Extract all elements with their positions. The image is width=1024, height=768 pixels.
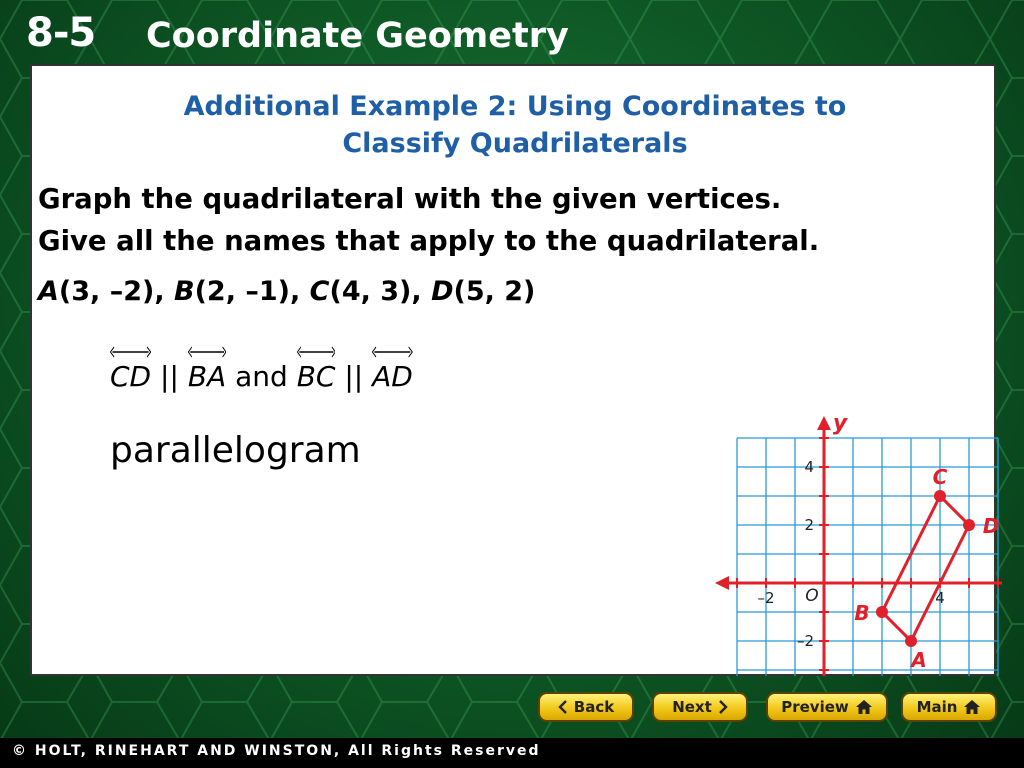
graph-grid [737,438,998,676]
example-title-line1: Additional Example 2: Using Coordinates to [183,91,847,122]
line-arrow-icon [372,346,413,358]
vertex-a-name: A [38,276,59,307]
vertex-label-a: A [911,648,927,672]
vertex-b-name: B [173,276,195,307]
line-ba-label: BA [187,360,227,393]
x-axis-arrow-left [715,576,729,590]
quadrilateral [882,496,969,641]
line-arrow-icon [188,346,226,358]
vertex-d-coords: (5, 2) [453,276,536,307]
back-button[interactable] [538,692,634,722]
lesson-number: 8-5 [26,10,96,56]
preview-button[interactable] [766,692,888,722]
vertex-label-c: C [932,465,948,489]
vertex-d-name: D [431,276,454,307]
conclusion-text: parallelogram [110,430,361,471]
connector-word: and [235,360,288,393]
axis-ticks [737,438,998,676]
main-button[interactable] [901,692,997,722]
instruction-line2: Give all the names that apply to the quadrilateral. [38,225,820,257]
line-cd [110,360,151,393]
next-button-label: Next [672,698,712,716]
y-axis-arrow-up [817,416,831,430]
vertex-point-d [963,519,975,531]
coordinate-graph [682,336,1002,676]
vertex-c-name: C [309,276,330,307]
home-icon [963,699,981,715]
example-title [32,88,998,162]
vertex-point-b [876,606,888,618]
y-tick-label: 2 [804,516,814,534]
slide-content-panel [30,64,1000,676]
footer-bar [0,738,1024,768]
copyright-text: © HOLT, RINEHART AND WINSTON, All Rights Reserved [12,743,541,759]
chevron-right-icon [718,700,728,714]
vertex-a-coords: (3, –2), [58,276,165,307]
chevron-left-icon [558,700,568,714]
line-bc-label: BC [296,360,336,393]
vertex-point-c [934,490,946,502]
y-tick-label: –2 [796,632,814,650]
instructions [38,178,998,262]
line-bc [297,360,336,393]
line-cd-label: CD [110,360,152,393]
preview-button-label: Preview [781,698,849,716]
line-ba [188,360,226,393]
vertex-list [38,276,535,307]
line-arrow-icon [297,346,336,358]
parallel-symbol-2: || [344,360,364,393]
vertex-label-d: D [982,514,1000,538]
lesson-title: Coordinate Geometry [146,16,569,56]
y-tick-label: 4 [804,458,814,476]
parallel-symbol: || [160,360,179,393]
vertex-label-b: B [854,601,870,625]
main-button-label: Main [916,698,958,716]
x-tick-label: 4 [935,589,945,607]
line-ad-label: AD [372,360,413,393]
origin-label: O [805,586,819,606]
back-button-label: Back [573,698,615,716]
slide-header [0,0,1024,66]
vertex-b-coords: (2, –1), [194,276,301,307]
x-tick-label: –2 [757,589,775,607]
next-button[interactable] [652,692,748,722]
vertex-c-coords: (4, 3), [329,276,422,307]
parallel-statement [110,360,413,393]
vertex-point-a [905,635,917,647]
instruction-line1: Graph the quadrilateral with the given vertices. [38,183,782,215]
home-icon [855,699,873,715]
example-title-line2: Classify Quadrilaterals [342,128,688,159]
line-arrow-icon [110,346,151,358]
line-ad [372,360,413,393]
y-axis-label: y [832,411,848,436]
